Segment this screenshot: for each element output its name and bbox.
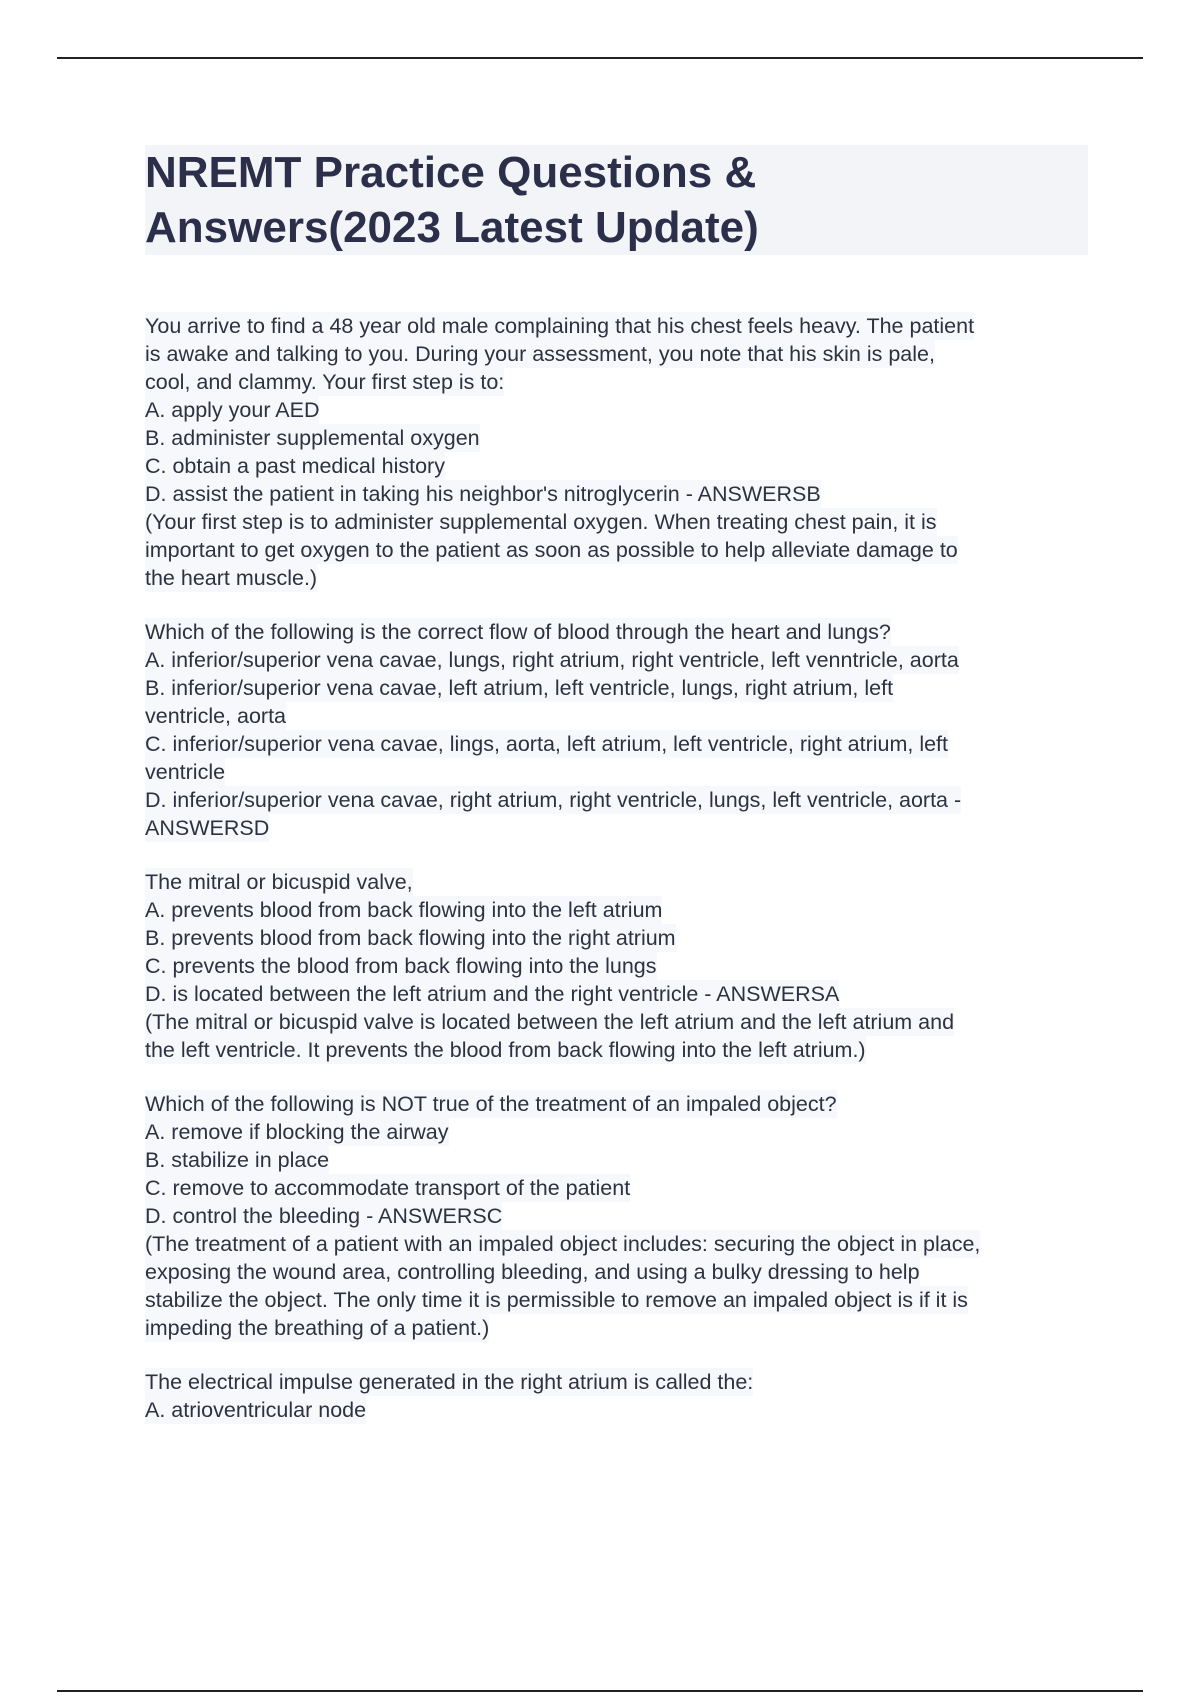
answer-option: A. prevents blood from back flowing into the left atrium (145, 898, 663, 922)
explanation-text: important to get oxygen to the patient as soon as possible to help alleviate damage to (145, 538, 958, 562)
answer-option: D. is located between the left atrium and the right ventricle - ANSWERSA (145, 982, 840, 1006)
question-text: You arrive to find a 48 year old male complaining that his chest feels heavy. The patient (145, 314, 975, 338)
answer-option: ventricle, aorta (145, 704, 287, 728)
answer-option: B. inferior/superior vena cavae, left atrium, left ventricle, lungs, right atrium, left (145, 676, 894, 700)
question-text: The mitral or bicuspid valve, (145, 870, 413, 894)
answer-option: A. inferior/superior vena cavae, lungs, right atrium, right ventricle, left venntricle, aorta (145, 648, 959, 672)
answer-option: C. remove to accommodate transport of the patient (145, 1176, 631, 1200)
answer-option: ANSWERSD (145, 816, 270, 840)
explanation-text: (The mitral or bicuspid valve is located between the left atrium and the left atrium and (145, 1010, 955, 1034)
answer-option: D. inferior/superior vena cavae, right atrium, right ventricle, lungs, left ventricle, aorta - (145, 788, 962, 812)
top-rule (57, 57, 1143, 59)
explanation-text: stabilize the object. The only time it is permissible to remove an impaled object is if it is (145, 1288, 968, 1312)
explanation-text: (Your first step is to administer supplemental oxygen. When treating chest pain, it is (145, 510, 937, 534)
answer-option: C. inferior/superior vena cavae, lings, aorta, left atrium, left ventricle, right atrium, left (145, 732, 948, 756)
bottom-rule (57, 1690, 1143, 1692)
questions-body (145, 312, 1090, 1450)
question-text: The electrical impulse generated in the right atrium is called the: (145, 1370, 754, 1394)
question-text: Which of the following is NOT true of the treatment of an impaled object? (145, 1092, 837, 1116)
answer-option: B. administer supplemental oxygen (145, 426, 480, 450)
answer-option: C. prevents the blood from back flowing into the lungs (145, 954, 657, 978)
title-line-1: NREMT Practice Questions & (145, 148, 757, 197)
question-text: Which of the following is the correct flow of blood through the heart and lungs? (145, 620, 891, 644)
explanation-text: exposing the wound area, controlling bleeding, and using a bulky dressing to help (145, 1260, 920, 1284)
question-block-2 (145, 618, 1090, 842)
answer-option: A. remove if blocking the airway (145, 1120, 449, 1144)
answer-option: D. assist the patient in taking his neighbor's nitroglycerin - ANSWERSB (145, 482, 821, 506)
question-block-1 (145, 312, 1090, 592)
answer-option: C. obtain a past medical history (145, 454, 445, 478)
document-title (145, 145, 1088, 255)
explanation-text: the heart muscle.) (145, 566, 318, 590)
answer-option: B. prevents blood from back flowing into the right atrium (145, 926, 676, 950)
answer-option: D. control the bleeding - ANSWERSC (145, 1204, 503, 1228)
question-text: is awake and talking to you. During your assessment, you note that his skin is pale, (145, 342, 935, 366)
answer-option: ventricle (145, 760, 226, 784)
question-block-3 (145, 868, 1090, 1064)
answer-option: A. atrioventricular node (145, 1398, 367, 1422)
answer-option: B. stabilize in place (145, 1148, 330, 1172)
explanation-text: the left ventricle. It prevents the blood from back flowing into the left atrium.) (145, 1038, 866, 1062)
explanation-text: (The treatment of a patient with an impaled object includes: securing the object in place, (145, 1232, 981, 1256)
question-block-5 (145, 1368, 1090, 1424)
title-line-2: Answers(2023 Latest Update) (145, 203, 759, 252)
question-text: cool, and clammy. Your first step is to: (145, 370, 505, 394)
explanation-text: impeding the breathing of a patient.) (145, 1316, 490, 1340)
answer-option: A. apply your AED (145, 398, 320, 422)
question-block-4 (145, 1090, 1090, 1342)
